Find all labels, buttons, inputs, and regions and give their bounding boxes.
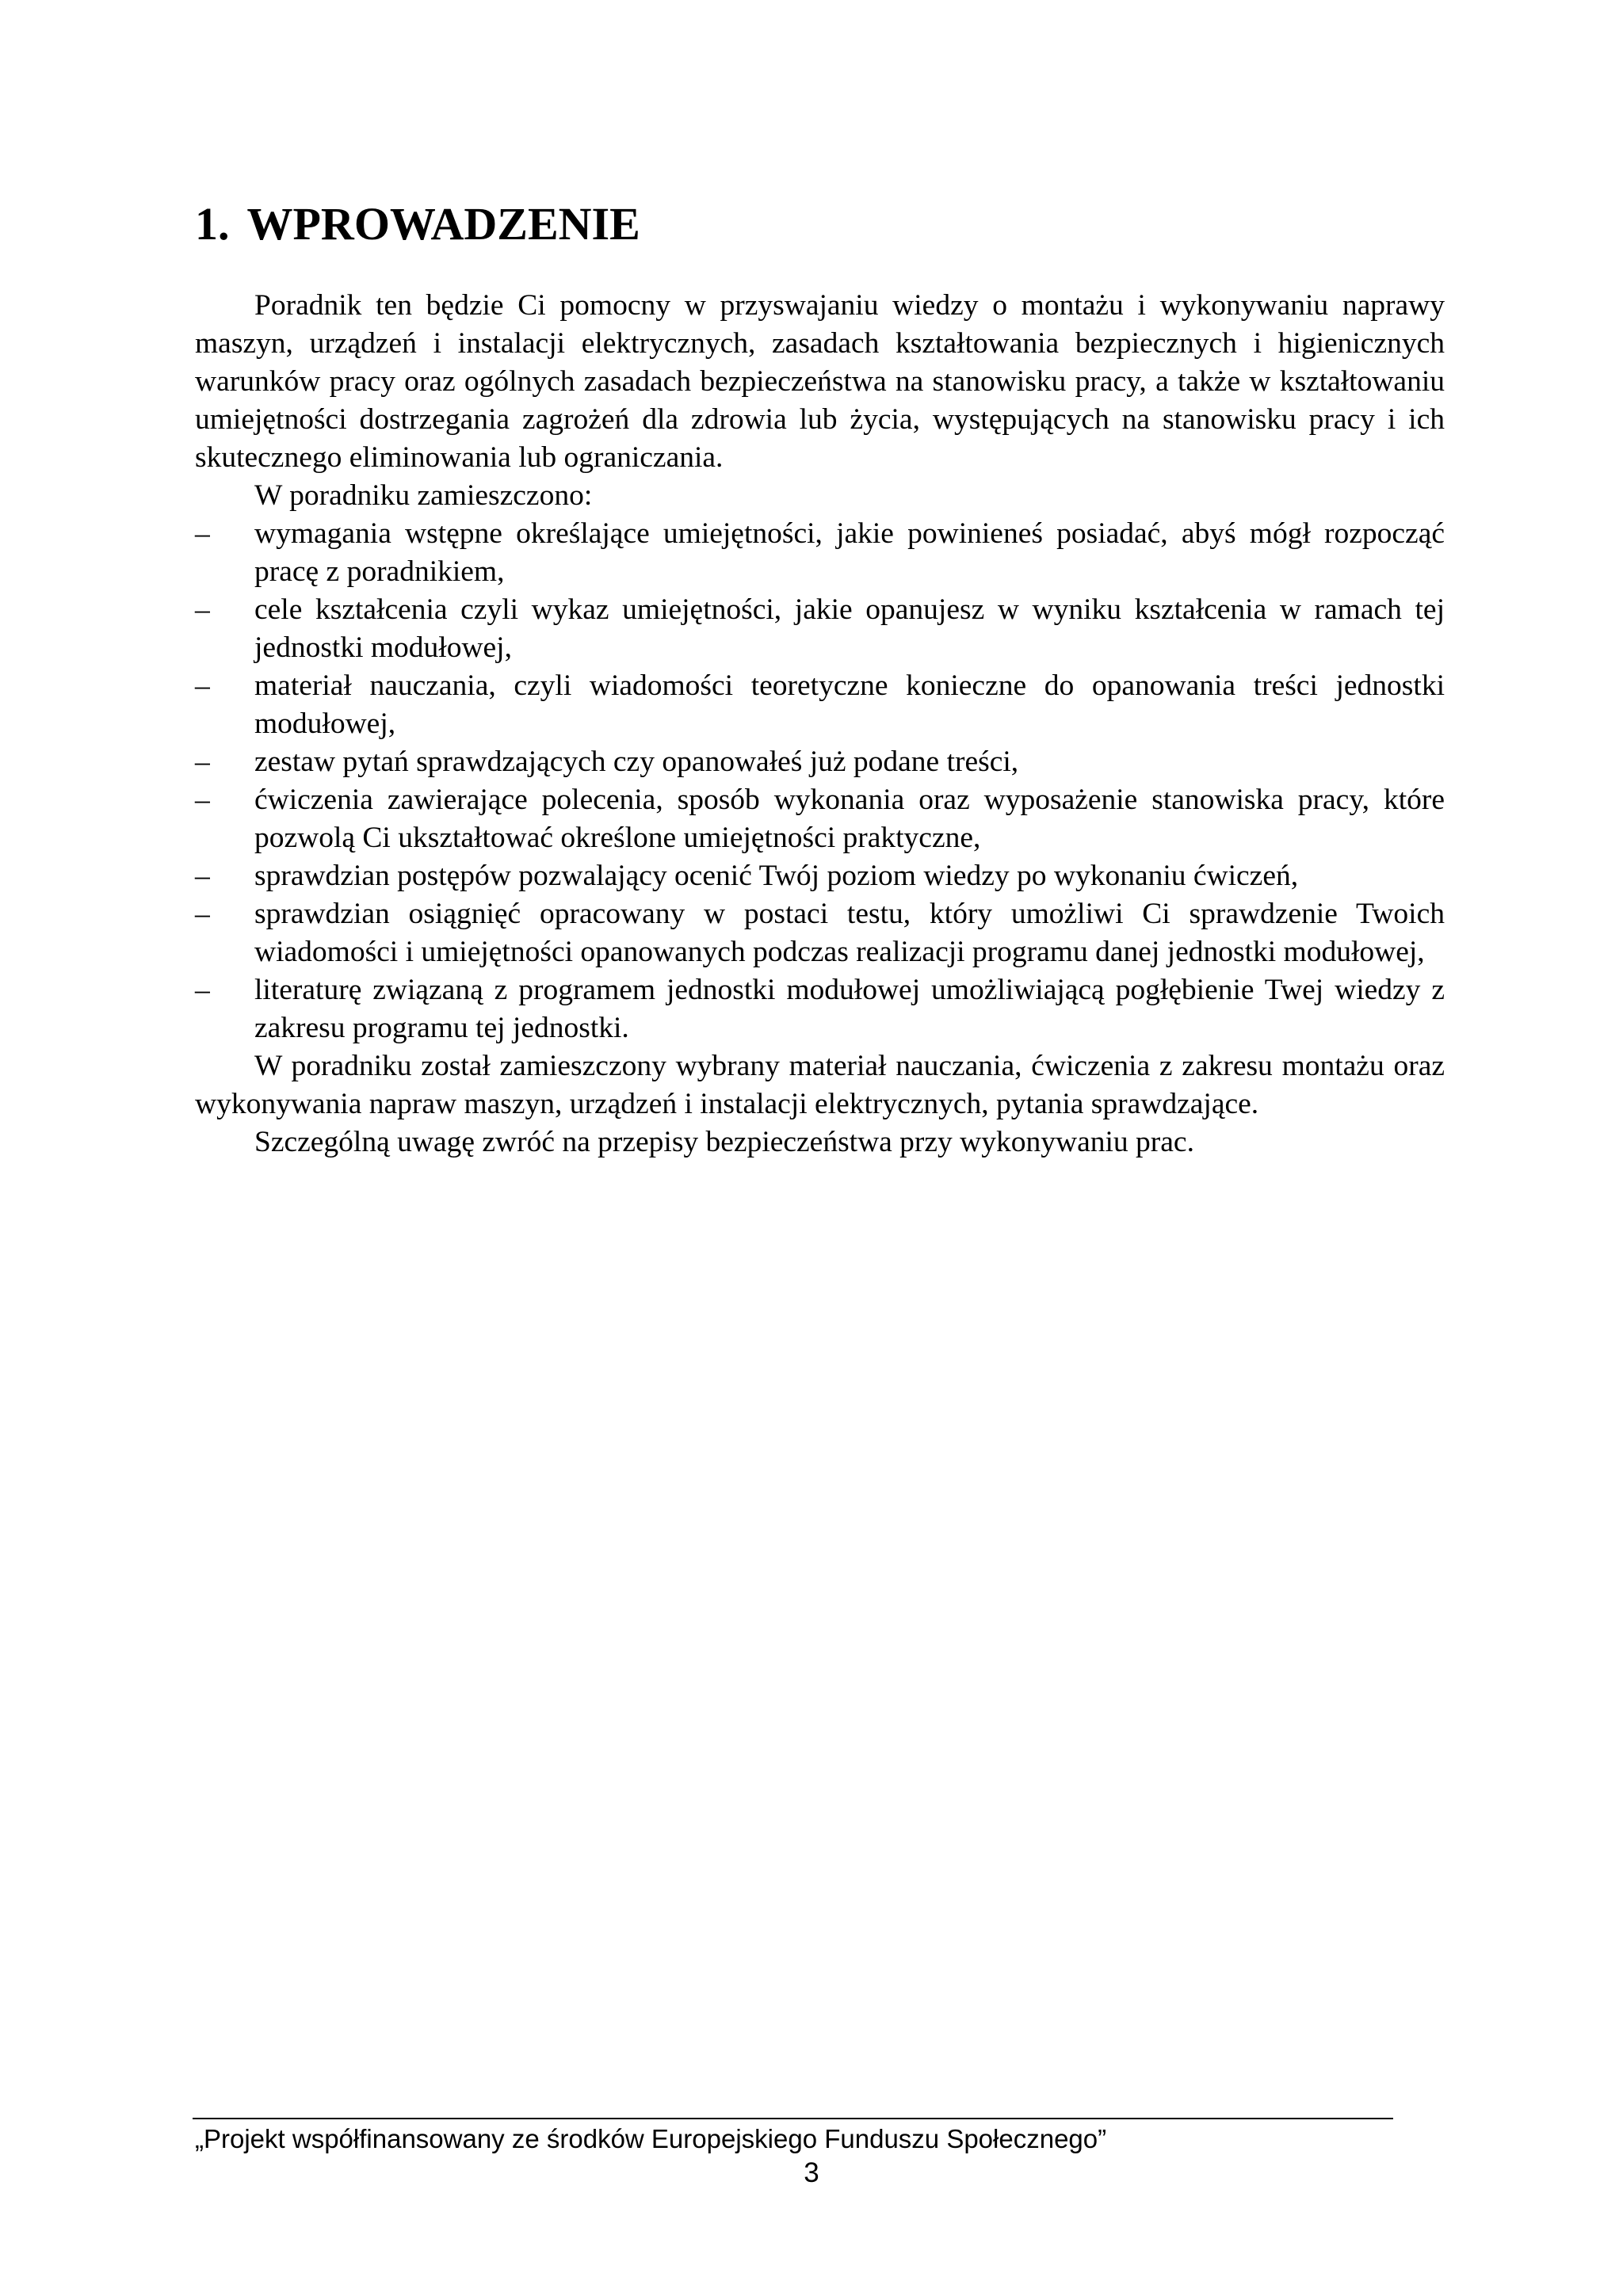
page-number: 3: [804, 2157, 819, 2188]
bullet-dash: –: [195, 746, 210, 778]
safety-note: Szczególną uwagę zwróć na przepisy bezpieczeństwa przy wykonywaniu prac.: [254, 1126, 1194, 1158]
contents-list: [195, 515, 1445, 1047]
list-item: [195, 857, 1445, 895]
list-item: [195, 971, 1445, 1047]
list-item-text: sprawdzian postępów pozwalający ocenić Twój poziom wiedzy po wykonaniu ćwiczeń,: [254, 860, 1299, 892]
list-item: [195, 895, 1445, 971]
bullet-dash: –: [195, 974, 210, 1006]
bullet-dash: –: [195, 669, 210, 702]
list-item-text: ćwiczenia zawierające polecenia, sposób wykonania oraz wyposażenie stanowiska pracy, które pozwolą Ci ukształtować określone umiejętności praktyczne,: [254, 784, 1445, 854]
bullet-dash: –: [195, 860, 210, 892]
section-heading: [195, 196, 640, 252]
closing-paragraph: W poradniku został zamieszczony wybrany materiał nauczania, ćwiczenia z zakresu montażu oraz wykonywania napraw maszyn, urządzeń i instalacji elektrycznych, pytania sprawdzające.: [195, 1050, 1445, 1120]
list-item-text: wymagania wstępne określające umiejętności, jakie powinieneś posiadać, abyś mógł rozpocząć pracę z poradnikiem,: [254, 517, 1445, 588]
section-number: 1.: [195, 198, 230, 250]
footer-funding-note: „Projekt współfinansowany ze środków Europejskiego Funduszu Społecznego”: [195, 2124, 1107, 2153]
list-item: [195, 667, 1445, 743]
list-item: [195, 515, 1445, 591]
bullet-dash: –: [195, 898, 210, 930]
bullet-dash: –: [195, 784, 210, 816]
list-item-text: literaturę związaną z programem jednostki modułowej umożliwiającą pogłębienie Twej wiedzy z zakresu programu tej jednostki.: [254, 974, 1445, 1044]
list-item-text: sprawdzian osiągnięć opracowany w postaci testu, który umożliwi Ci sprawdzenie Twoich wiadomości i umiejętności opanowanych podczas realizacji programu danej jednostki modułowej,: [254, 898, 1445, 968]
bullet-dash: –: [195, 517, 210, 550]
list-intro: W poradniku zamieszczono:: [254, 479, 593, 512]
body-text: [195, 287, 1445, 1161]
bullet-dash: –: [195, 593, 210, 626]
footer-divider: [193, 2118, 1393, 2119]
list-item: [195, 591, 1445, 667]
intro-paragraph: Poradnik ten będzie Ci pomocny w przyswajaniu wiedzy o montażu i wykonywaniu naprawy maszyn, urządzeń i instalacji elektrycznych, zasadach kształtowania bezpiecznych i higienicznych warunków pracy oraz ogólnych zasadach bezpieczeństwa na stanowisku pracy, a także w kształtowaniu umiejętności dostrzegania zagrożeń dla zdrowia lub życia, występujących na stanowisku pracy i ich skutecznego eliminowania lub ograniczania.: [195, 289, 1445, 474]
list-item: [195, 781, 1445, 857]
section-title: WPROWADZENIE: [246, 198, 640, 250]
list-item-text: cele kształcenia czyli wykaz umiejętności, jakie opanujesz w wyniku kształcenia w ramach tej jednostki modułowej,: [254, 593, 1445, 664]
list-item-text: materiał nauczania, czyli wiadomości teoretyczne konieczne do opanowania treści jednostki modułowej,: [254, 669, 1445, 740]
list-item: [195, 743, 1445, 781]
list-item-text: zestaw pytań sprawdzających czy opanowałeś już podane treści,: [254, 746, 1019, 778]
